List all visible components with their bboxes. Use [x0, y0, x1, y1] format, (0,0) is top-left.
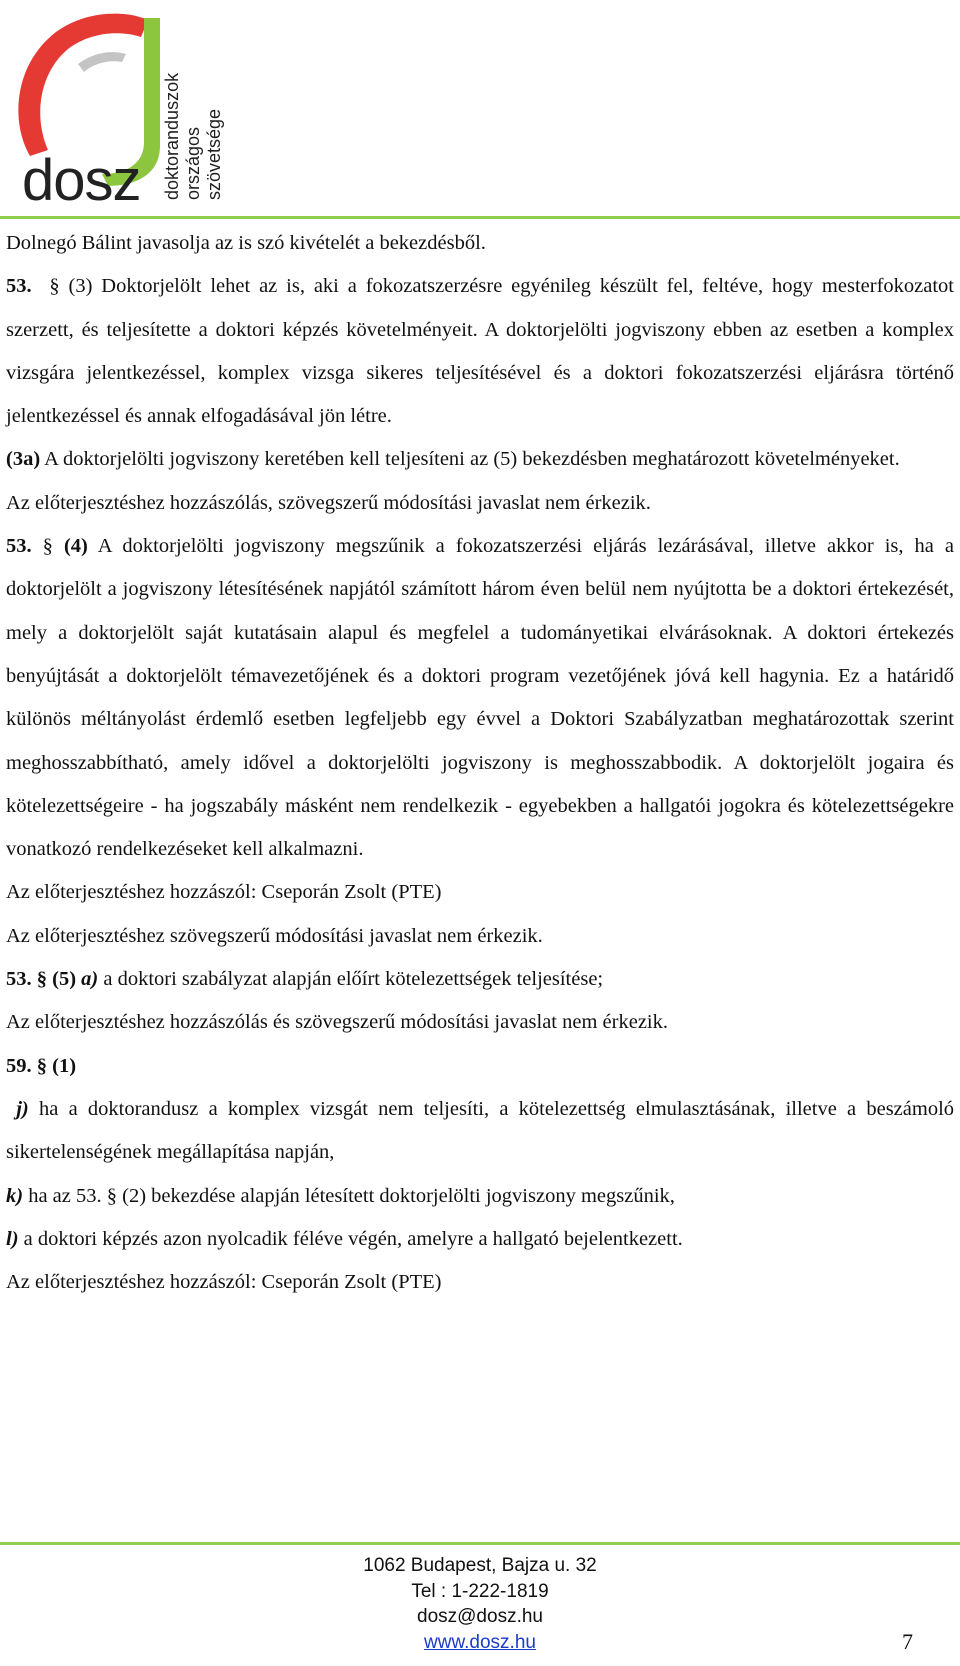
- header-rule: [0, 216, 960, 219]
- p8-item: a): [81, 968, 99, 991]
- p9-text: Az előterjesztéshez hozzászólás és szövegszerű módosítási javaslat nem érkezik.: [6, 1011, 668, 1034]
- paragraph-10: [6, 1045, 954, 1088]
- paragraph-11: [6, 1088, 954, 1175]
- logo-tagline-3: szövetsége: [204, 108, 224, 200]
- p3-text: A doktorjelölti jogviszony keretében kell teljesíteni az (5) bekezdésben meghatározott követelményeket.: [44, 448, 900, 471]
- p10-ref: (1): [52, 1054, 77, 1077]
- paragraph-1: [6, 222, 954, 265]
- footer-address: 1062 Budapest, Bajza u. 32: [363, 1555, 597, 1576]
- paragraph-3: [6, 438, 954, 481]
- p10-sect: §: [36, 1054, 47, 1077]
- logo-gray-arc: [78, 52, 126, 72]
- p12-item: k): [6, 1184, 24, 1207]
- footer-website-link[interactable]: www.dosz.hu: [424, 1631, 536, 1653]
- p5-ref: (4): [63, 535, 88, 558]
- p13-item: l): [6, 1227, 19, 1250]
- document-body: [6, 222, 954, 1304]
- p2-num: 53.: [6, 275, 32, 298]
- p8-text: a doktori szabályzat alapján előírt kötelezettségek teljesítése;: [103, 968, 604, 991]
- paragraph-14: [6, 1261, 954, 1304]
- p14-text: Az előterjesztéshez hozzászól: Cseporán Zsolt (PTE): [6, 1271, 442, 1294]
- logo-tagline-1: doktoranduszok: [162, 72, 182, 200]
- footer-phone: Tel : 1-222-1819: [411, 1580, 549, 1602]
- p2-text: Doktorjelölt lehet az is, aki a fokozatszerzésre egyénileg készült fel, feltéve, hogy mesterfokozatot szerzett, és teljesítette a doktori képzés követelményeit. A doktorjelölti jogviszony ebben az esetben a komplex vizsgára jelentkezéssel, komplex vizsga sikeres teljesítésével és a doktori fokozatszerzési eljárásra történő jelentkezéssel és annak elfogadásával jön létre.: [6, 275, 954, 428]
- p10-num: 59.: [6, 1054, 32, 1077]
- p11-text: ha a doktorandusz a komplex vizsgát nem teljesíti, a kötelezettség elmulasztásának, illetve a beszámoló sikertelenségének megállapítása napján,: [6, 1097, 955, 1164]
- footer-email: dosz@dosz.hu: [417, 1606, 543, 1627]
- p13-text: a doktori képzés azon nyolcadik féléve végén, amelyre a hallgató bejelentkezett.: [23, 1227, 683, 1250]
- page-footer: [0, 1553, 960, 1655]
- p1-text: Dolnegó Bálint javasolja az is szó kivételét a bekezdésből.: [6, 232, 486, 254]
- p3-ref: (3a): [6, 448, 41, 471]
- page-header: [0, 0, 960, 224]
- paragraph-7: [6, 915, 954, 958]
- paragraph-8: [6, 958, 954, 1001]
- page-number: 7: [902, 1629, 913, 1654]
- footer-rule: [0, 1542, 960, 1545]
- p5-text: A doktorjelölti jogviszony megszűnik a fokozatszerzési eljárás lezárásával, illetve akkor is, ha a doktorjelölt a jogviszony létesítésének napjától számított három éven belül nem nyújtotta be a doktori értekezését, mely a doktorjelölt saját kutatásain alapul és megfelel a tudományetikai elvárásoknak. A doktori értekezés benyújtását a doktorjelölt témavezetőjének és a doktori program vezetőjének jóvá kell hagynia. Ez a határidő különös méltányolást érdemlő esetben legfeljebb egy évvel a Doktori Szabályzatban meghatározottak szerint meghosszabbítható, amely idővel a doktorjelölti jogviszony is meghosszabbodik. A doktorjelölt jogaira és kötelezettségeire - ha jogszabály másként nem rendelkezik - egyebekben a hallgatói jogokra és kötelezettségekre vonatkozó rendelkezéseket kell alkalmazni.: [6, 535, 955, 861]
- paragraph-13: [6, 1218, 954, 1261]
- paragraph-12: [6, 1175, 954, 1218]
- paragraph-5: [6, 525, 954, 871]
- p5-num: 53.: [6, 535, 32, 558]
- paragraph-6: [6, 871, 954, 914]
- p2-sect: §: [49, 275, 60, 298]
- p8-num: 53.: [6, 968, 32, 991]
- p8-sect: §: [36, 968, 47, 991]
- p5-sect: §: [42, 535, 53, 558]
- paragraph-2: [6, 265, 954, 438]
- logo-tagline-2: országos: [183, 126, 203, 200]
- p11-item: j): [16, 1097, 29, 1120]
- paragraph-9: [6, 1001, 954, 1044]
- p7-text: Az előterjesztéshez szövegszerű módosítási javaslat nem érkezik.: [6, 924, 543, 947]
- dosz-logo: [8, 4, 248, 209]
- p8-ref: (5): [52, 968, 77, 991]
- logo-wordmark: dosz: [22, 148, 141, 209]
- paragraph-4: [6, 482, 954, 525]
- p12-text: ha az 53. § (2) bekezdése alapján létesített doktorjelölti jogviszony megszűnik,: [28, 1184, 675, 1207]
- logo-red-arc: [18, 14, 148, 156]
- p2-ref: (3): [68, 275, 93, 298]
- p4-text: Az előterjesztéshez hozzászólás, szövegszerű módosítási javaslat nem érkezik.: [6, 491, 651, 514]
- p6-text: Az előterjesztéshez hozzászól: Cseporán Zsolt (PTE): [6, 881, 442, 904]
